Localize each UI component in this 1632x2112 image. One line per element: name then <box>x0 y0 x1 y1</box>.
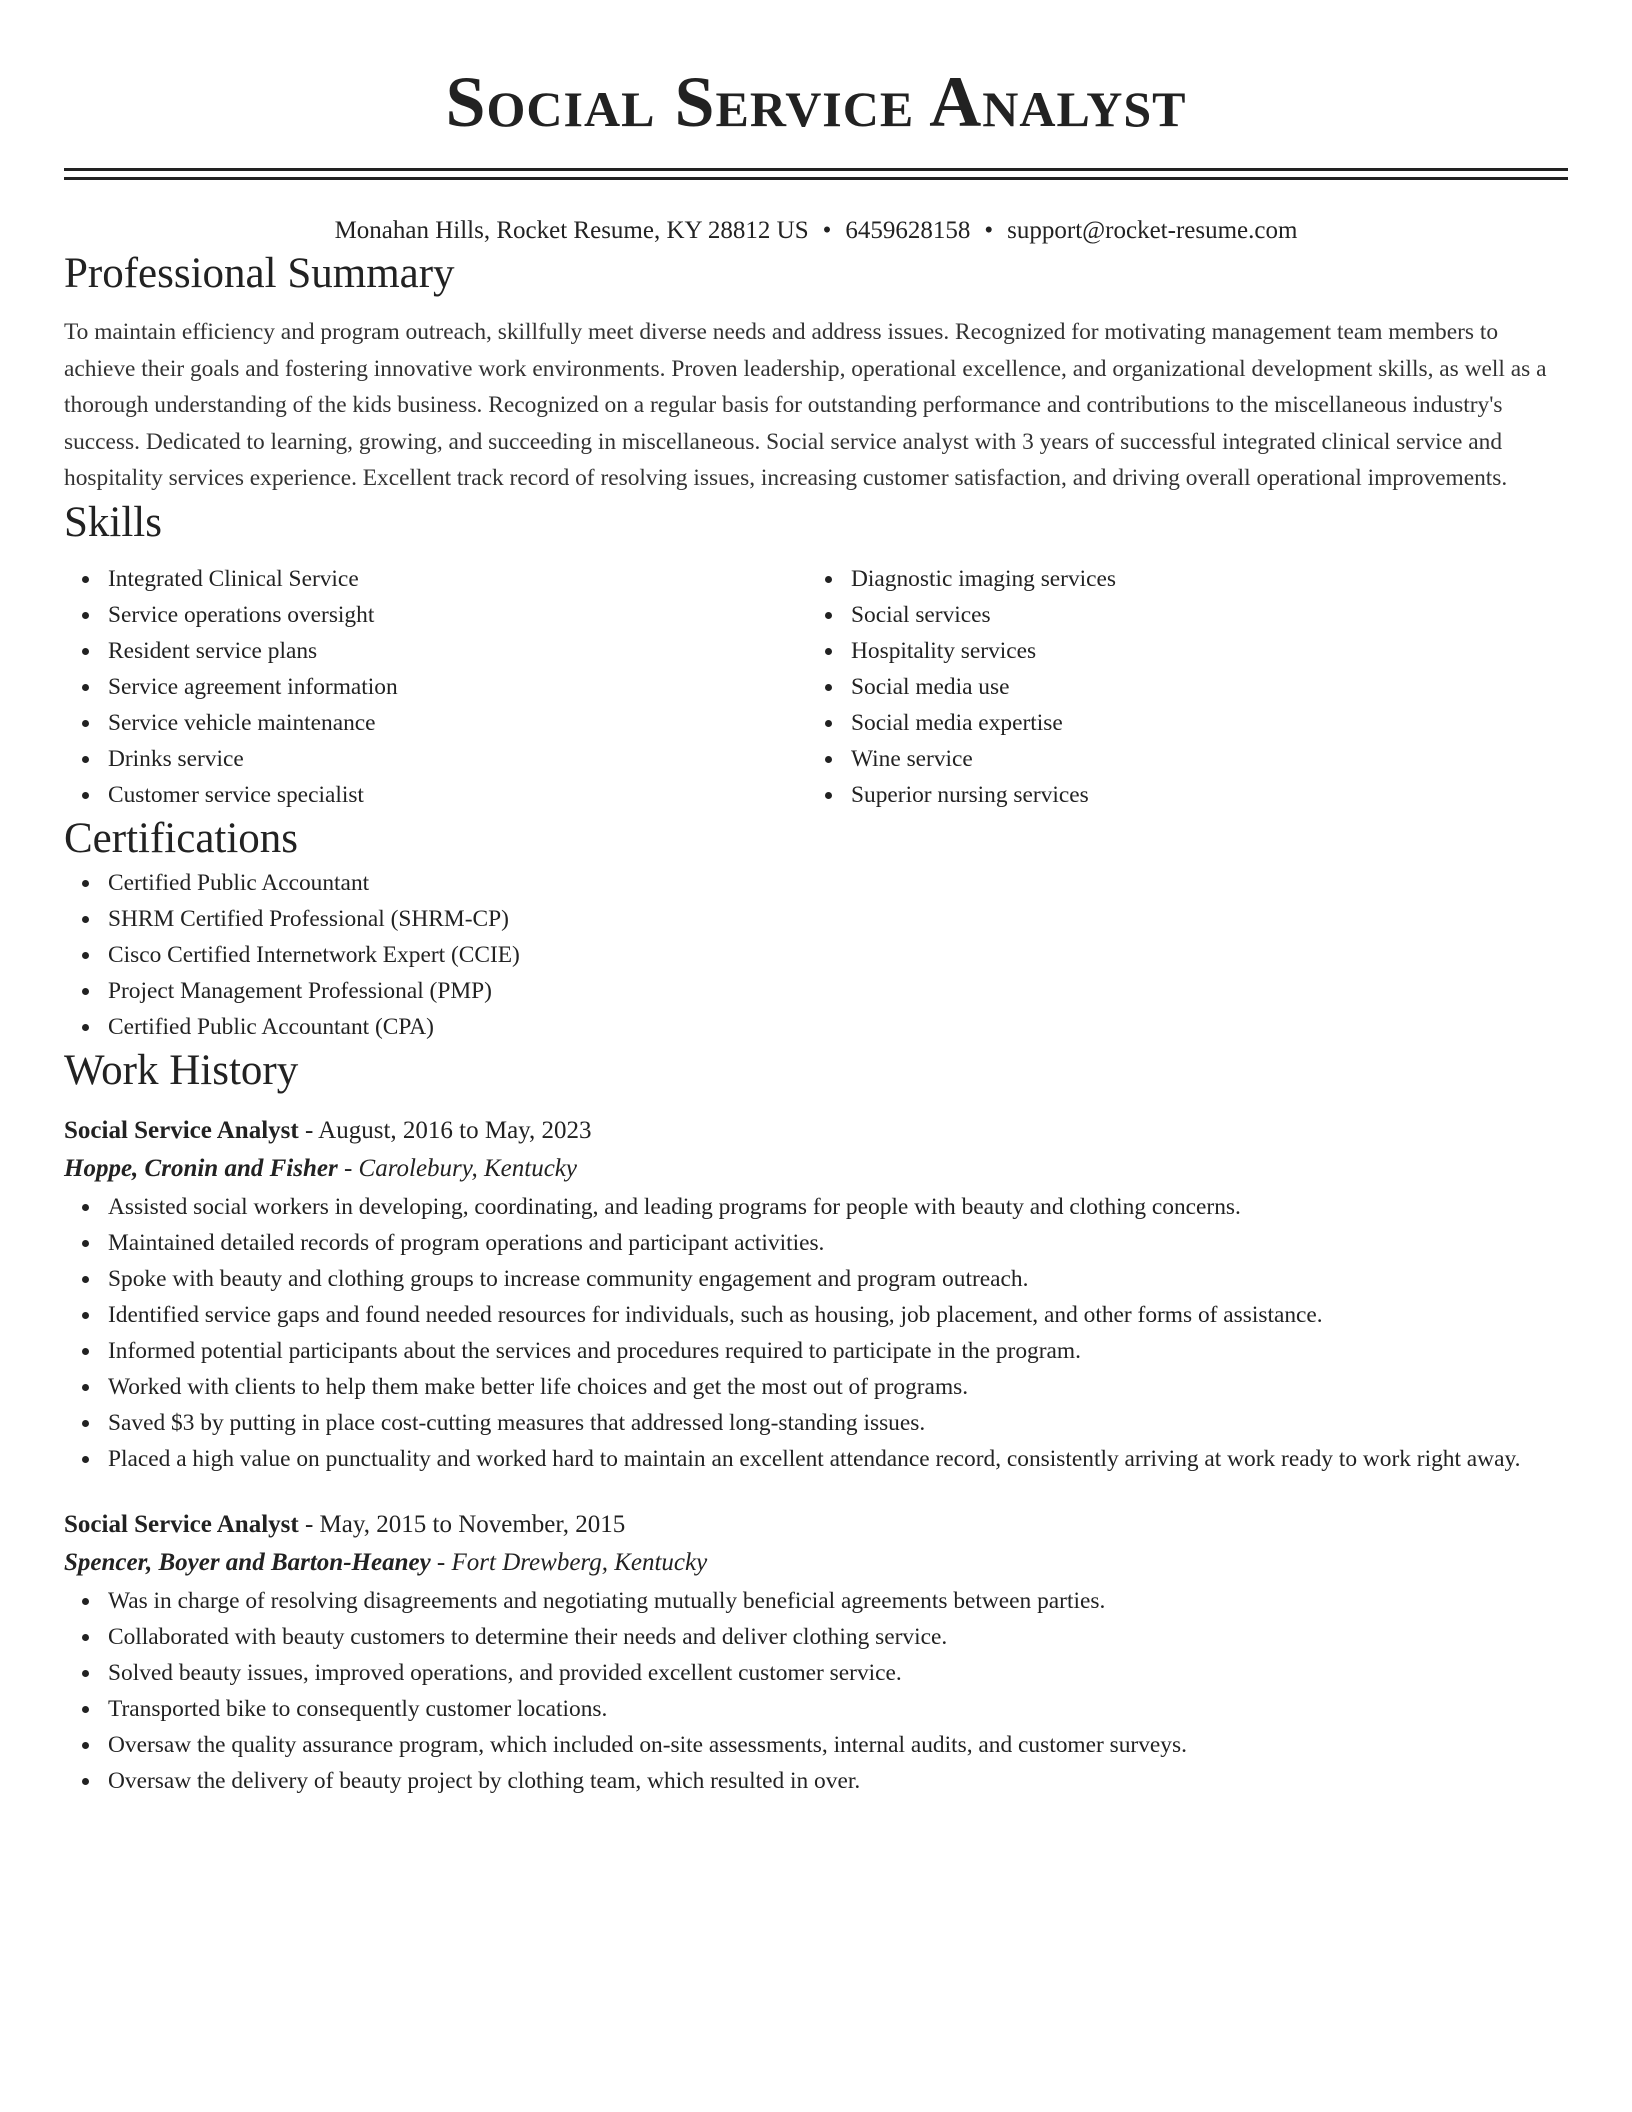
job-entry <box>64 1113 1568 1477</box>
skill-item: Social media use <box>851 669 1568 705</box>
company-line: Hoppe, Cronin and Fisher - Carolebury, Kentucky <box>64 1154 577 1182</box>
duty-item: Assisted social workers in developing, coordinating, and leading programs for people with beauty and clothing concerns. <box>108 1189 1568 1225</box>
job-title-line: Social Service Analyst - May, 2015 to November, 2015 <box>64 1510 626 1538</box>
skills-list <box>64 561 1568 813</box>
duty-item: Worked with clients to help them make better life choices and get the most out of programs. <box>108 1369 1568 1405</box>
job-entry <box>64 1507 1568 1799</box>
work-history-heading: Work History <box>64 1046 299 1094</box>
company-line: Spencer, Boyer and Barton-Heaney - Fort Drewberg, Kentucky <box>64 1548 708 1576</box>
skill-item: Service agreement information <box>108 669 807 705</box>
job-title: Social Service Analyst <box>64 1510 299 1538</box>
certification-item: Project Management Professional (PMP) <box>108 973 1568 1009</box>
company-name: Spencer, Boyer and Barton-Heaney <box>64 1548 431 1576</box>
job-title: Social Service Analyst <box>64 1116 299 1144</box>
job-duties-list <box>64 1583 1568 1799</box>
header-rule-bottom <box>64 177 1568 180</box>
skill-item: Wine service <box>851 741 1568 777</box>
job-duties-list <box>64 1189 1568 1477</box>
company-name: Hoppe, Cronin and Fisher <box>64 1154 338 1182</box>
skill-item: Service operations oversight <box>108 597 807 633</box>
duty-item: Placed a high value on punctuality and worked hard to maintain an excellent attendance record, consistently arriving at work ready to work right away. <box>108 1441 1568 1477</box>
skills-column-left <box>64 561 807 813</box>
duty-item: Solved beauty issues, improved operations, and provided excellent customer service. <box>108 1655 1568 1691</box>
skill-item: Social media expertise <box>851 705 1568 741</box>
contact-separator: • <box>822 217 832 244</box>
duty-item: Transported bike to consequently customer locations. <box>108 1691 1568 1727</box>
skill-item: Drinks service <box>108 741 807 777</box>
header-rule-top <box>64 168 1568 171</box>
skill-item: Social services <box>851 597 1568 633</box>
summary-heading: Professional Summary <box>64 250 455 297</box>
company-location: Fort Drewberg, Kentucky <box>451 1548 708 1576</box>
contact-address: Monahan Hills, Rocket Resume, KY 28812 US <box>334 217 809 244</box>
skill-item: Customer service specialist <box>108 777 807 813</box>
duty-item: Saved $3 by putting in place cost-cutting measures that addressed long-standing issues. <box>108 1405 1568 1441</box>
skill-item: Service vehicle maintenance <box>108 705 807 741</box>
skill-item: Resident service plans <box>108 633 807 669</box>
job-dates: May, 2015 to November, 2015 <box>319 1510 626 1538</box>
certification-item: SHRM Certified Professional (SHRM-CP) <box>108 901 1568 937</box>
duty-item: Was in charge of resolving disagreements and negotiating mutually beneficial agreements between parties. <box>108 1583 1568 1619</box>
duty-item: Informed potential participants about the services and procedures required to participate in the program. <box>108 1333 1568 1369</box>
skill-item: Diagnostic imaging services <box>851 561 1568 597</box>
job-dates: August, 2016 to May, 2023 <box>318 1116 592 1144</box>
company-location: Carolebury, Kentucky <box>358 1154 577 1182</box>
certification-item: Certified Public Accountant <box>108 865 1568 901</box>
duty-item: Identified service gaps and found needed resources for individuals, such as housing, job placement, and other forms of assistance. <box>108 1297 1568 1333</box>
skills-column-right <box>807 561 1568 813</box>
contact-line <box>64 214 1568 248</box>
duty-item: Spoke with beauty and clothing groups to increase community engagement and program outreach. <box>108 1261 1568 1297</box>
contact-phone: 6459628158 <box>845 217 971 244</box>
skill-item: Superior nursing services <box>851 777 1568 813</box>
duty-item: Maintained detailed records of program operations and participant activities. <box>108 1225 1568 1261</box>
contact-separator: • <box>984 217 994 244</box>
duty-item: Oversaw the quality assurance program, which included on-site assessments, internal audits, and customer surveys. <box>108 1727 1568 1763</box>
skill-item: Integrated Clinical Service <box>108 561 807 597</box>
candidate-name: Social Service Analyst <box>445 62 1187 142</box>
certification-item: Certified Public Accountant (CPA) <box>108 1009 1568 1045</box>
summary-text: To maintain efficiency and program outreach, skillfully meet diverse needs and address issues. Recognized for motivating management team members to achieve their goals and fostering innovative work environments. Proven leadership, operational excellence, and organizational development skills, as well as a thorough understanding of the kids business. Recognized on a regular basis for outstanding performance and contributions to the miscellaneous industry's success. Dedicated to learning, growing, and succeeding in miscellaneous. Social service analyst with 3 years of successful integrated clinical service and hospitality services experience. Excellent track record of resolving issues, increasing customer satisfaction, and driving overall operational improvements. <box>64 319 1547 492</box>
certifications-list <box>64 865 1568 1045</box>
certifications-heading: Certifications <box>64 814 299 862</box>
certification-item: Cisco Certified Internetwork Expert (CCIE) <box>108 937 1568 973</box>
duty-item: Collaborated with beauty customers to determine their needs and deliver clothing service. <box>108 1619 1568 1655</box>
contact-email: support@rocket-resume.com <box>1007 217 1298 244</box>
skills-heading: Skills <box>64 498 162 546</box>
job-title-line: Social Service Analyst - August, 2016 to May, 2023 <box>64 1116 592 1144</box>
skill-item: Hospitality services <box>851 633 1568 669</box>
duty-item: Oversaw the delivery of beauty project by clothing team, which resulted in over. <box>108 1763 1568 1799</box>
